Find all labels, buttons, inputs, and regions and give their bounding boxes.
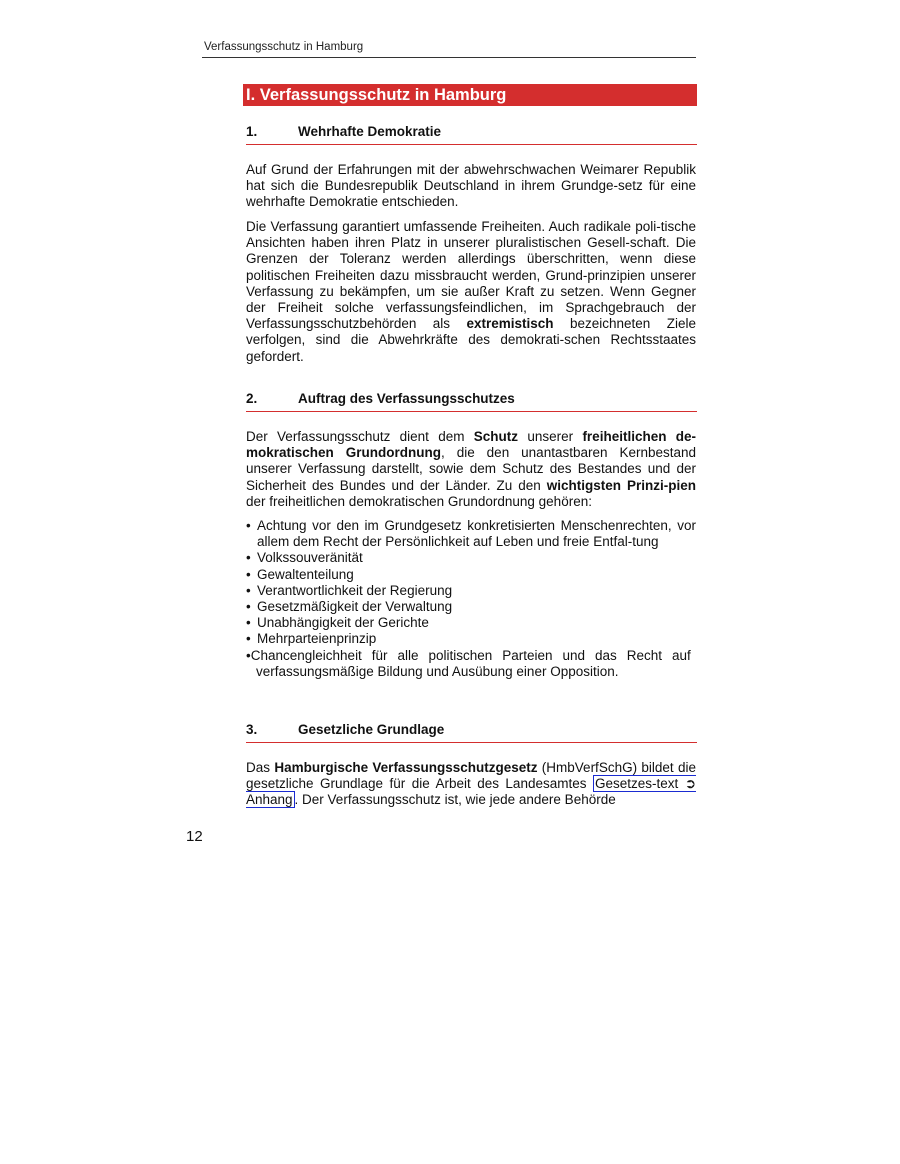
section-heading-2 [246,391,697,412]
list-item [246,615,696,631]
section-number: 1. [246,124,258,139]
paragraph-text: Das [246,760,275,775]
list-item-text: verfassungsmäßige Bildung und Ausübung einer Opposition. [256,663,619,679]
list-item-text: Verantwortlichkeit der Regierung [257,582,453,598]
list-item [246,631,696,647]
running-header: Verfassungsschutz in Hamburg [204,41,364,53]
section-title: Gesetzliche Grundlage [298,722,445,737]
list-item [246,518,696,550]
bold-term: Hamburgische Verfassungsschutzgesetz [274,760,538,775]
paragraph [246,429,696,510]
paragraph-text: (HmbVerfSchG) bildet die gesetzliche Grundlage für die Arbeit des Landesamtes [246,760,696,792]
paragraph-text: Auf Grund der Erfahrungen mit der abwehrschwachen Weimarer Republik hat sich die Bundesrepublik Deutschland in ihrem Grundge-setz für eine wehrhafte Demokratie entschieden. [246,162,696,210]
list-item [246,550,696,566]
section-title: Wehrhafte Demokratie [298,124,442,139]
section-heading-3 [246,722,697,743]
list-item-text: Gesetzmäßigkeit der Verwaltung [257,599,453,615]
chapter-title: I. Verfassungsschutz in Hamburg [243,84,697,106]
section-heading-1 [246,124,697,145]
bold-term: extremistisch [466,316,554,332]
paragraph-text: , die den unantastbaren Kernbestand unserer Verfassung darstellt, sowie dem Schutz des Bestandes und der Sicherheit des Bundes und der Länder. Zu den [246,445,697,493]
paragraph-text: . Der Verfassungsschutz ist, wie jede andere Behörde [294,792,616,808]
bullet-icon: • [246,518,251,533]
paragraph-text: bezeichneten Ziele verfolgen, sind die Abwehrkräfte des demokrati-schen Rechtsstaates gefordert. [246,316,696,364]
list-item-text: Mehrparteienprinzip [257,631,377,647]
paragraph [246,760,696,809]
paragraph-text: der freiheitlichen demokratischen Grundordnung gehören: [246,493,592,509]
bullet-icon: • [246,550,251,566]
paragraph [246,162,696,211]
bold-term: wichtigsten Prinzi-pien [546,477,697,493]
paragraph-text: unserer [518,429,583,444]
bullet-icon: • [246,566,251,582]
paragraph-text: Die Verfassung garantiert umfassende Freiheiten. Auch radikale poli-tische Ansichten haben ihren Platz in unserer pluralistischen Gesell-schaft. Die Grenzen der Toleranz werden allerdings überschritten, wenn diese politischen Freiheiten dazu missbraucht werden, Grund-prinzipien unserer Verfassung zu bekämpfen, um sie außer Kraft zu setzen. Wenn Gegner der Freiheit solche verfassungsfeindlichen, im Sprachgebrauch der Verfassungsschutzbehörden als [246,219,696,332]
principles-list [246,518,696,680]
section-title: Auftrag des Verfassungsschutzes [298,391,515,406]
list-item-text: Achtung vor den im Grundgesetz konkretisierten Menschenrechten, vor allem dem Recht der Persönlichkeit auf Leben und freie Entfal-tung [257,518,696,550]
bullet-icon: • [246,631,251,647]
appendix-link[interactable]: Gesetzes-text ➲ Anhang [246,776,697,808]
list-item-text: Volkssouveränität [257,550,363,566]
bold-term: Schutz [473,429,519,444]
bullet-icon: • [246,647,251,663]
bullet-icon: • [246,582,251,598]
list-item [246,583,696,599]
list-item-text: Gewaltenteilung [257,566,354,582]
bullet-icon: • [246,615,251,631]
list-item [246,648,696,680]
list-item-text: Chancengleichheit für alle politischen Parteien und das Recht auf [250,647,691,663]
bold-term: freiheitlichen de-mokratischen Grundordnung [246,429,697,461]
paragraph [246,219,696,365]
section-number: 2. [246,391,258,406]
header-rule [202,57,696,58]
section-number: 3. [246,722,258,737]
list-item [246,567,696,583]
paragraph-text: Der Verfassungsschutz dient dem [246,429,474,444]
bullet-icon: • [246,599,251,615]
page-number: 12 [186,828,203,845]
list-item-text: Unabhängigkeit der Gerichte [257,615,429,631]
list-item [246,599,696,615]
